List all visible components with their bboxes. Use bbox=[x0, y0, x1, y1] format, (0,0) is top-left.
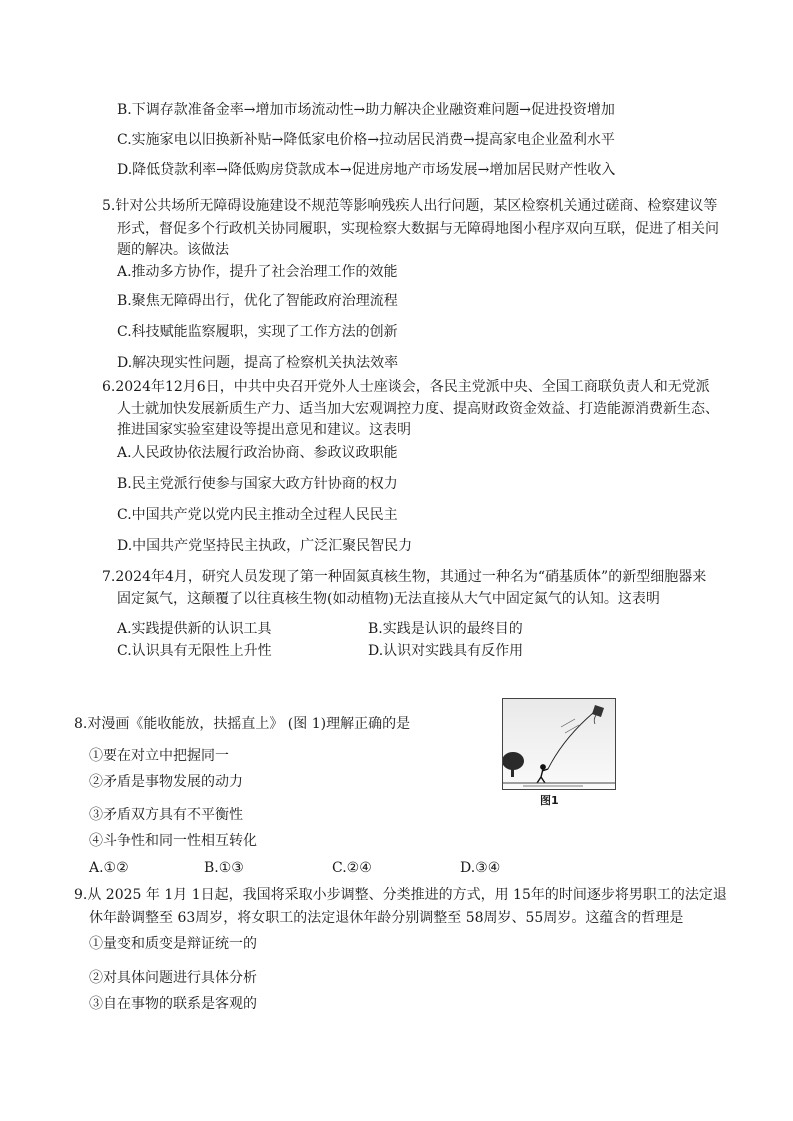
q5-stem-line2: 形式，督促多个行政机关协同履职，实现检察大数据与无障碍地图小程序双向互联，促进了相关问 bbox=[117, 221, 719, 237]
q6-stem-line2: 人士就加快发展新质生产力、适当加大宏观调控力度、提高财政资金效益、打造能源消费新生态、 bbox=[117, 401, 719, 417]
q5-option-a: A.推动多方协作，提升了社会治理工作的效能 bbox=[117, 264, 398, 280]
figure-caption: 图1 bbox=[540, 794, 559, 807]
q4-option-b: B.下调存款准备金率→增加市场流动性→助力解决企业融资难问题→促进投资增加 bbox=[117, 102, 615, 118]
q5-stem-line1: 5.针对公共场所无障碍设施建设不规范等影响残疾人出行问题，某区检察机关通过磋商、检察建议等 bbox=[102, 198, 718, 214]
q7-stem-line2: 固定氮气，这颠覆了以往真核生物(如动植物)无法直接从大气中固定氮气的认知。这表明 bbox=[117, 591, 660, 607]
q9-item-2: ②对具体问题进行具体分析 bbox=[89, 970, 257, 986]
q8-option-a: A.①② bbox=[89, 860, 129, 876]
q6-option-b: B.民主党派行使参与国家大政方针协商的权力 bbox=[117, 476, 398, 492]
q6-option-d: D.中国共产党坚持民主执政，广泛汇聚民智民力 bbox=[117, 538, 413, 554]
q7-stem-line1: 7.2024年4月，研究人员发现了第一种固氮真核生物，其通过一种名为“硝基质体”的新型细胞器来 bbox=[102, 569, 707, 585]
q6-stem-line3: 推进国家实验室建设等提出意见和建议。这表明 bbox=[117, 422, 411, 438]
q7-option-c: C.认识具有无限性上升性 bbox=[117, 643, 272, 659]
q8-option-b: B.①③ bbox=[204, 860, 244, 876]
q4-option-d: D.降低贷款利率→降低购房贷款成本→促进房地产市场发展→增加居民财产性收入 bbox=[117, 162, 616, 178]
q8-option-c: C.②④ bbox=[332, 860, 372, 876]
kite-cartoon-illustration bbox=[502, 698, 616, 790]
q5-option-c: C.科技赋能监察履职，实现了工作方法的创新 bbox=[117, 324, 398, 340]
q7-option-d: D.认识对实践具有反作用 bbox=[368, 643, 524, 659]
q7-option-a: A.实践提供新的认识工具 bbox=[117, 621, 272, 637]
q9-stem-line1: 9.从 2025 年 1月 1日起，我国将采取小步调整、分类推进的方式，用 15年的时间逐步将男职工的法定退 bbox=[74, 887, 727, 903]
q8-item-4: ④斗争性和同一性相互转化 bbox=[89, 833, 257, 849]
q9-stem-line2: 休年龄调整至 63周岁，将女职工的法定退休年龄分别调整至 58周岁、55周岁。这蕴含的哲理是 bbox=[89, 910, 684, 926]
q6-stem-line1: 6.2024年12月6日，中共中央召开党外人士座谈会，各民主党派中央、全国工商联负责人和无党派 bbox=[102, 379, 710, 395]
q5-option-d: D.解决现实性问题，提高了检察机关执法效率 bbox=[117, 355, 399, 371]
q8-item-1: ①要在对立中把握同一 bbox=[89, 748, 229, 764]
q5-option-b: B.聚焦无障碍出行，优化了智能政府治理流程 bbox=[117, 293, 398, 309]
q8-stem: 8.对漫画《能收能放，扶摇直上》 (图 1)理解正确的是 bbox=[74, 716, 411, 732]
q9-item-3: ③自在事物的联系是客观的 bbox=[89, 996, 257, 1012]
q8-item-3: ③矛盾双方具有不平衡性 bbox=[89, 807, 243, 823]
q5-stem-line3: 题的解决。该做法 bbox=[117, 242, 229, 258]
q7-option-b: B.实践是认识的最终目的 bbox=[368, 621, 523, 637]
q4-option-c: C.实施家电以旧换新补贴→降低家电价格→拉动居民消费→提高家电企业盈利水平 bbox=[117, 132, 615, 148]
q6-option-a: A.人民政协依法履行政治协商、参政议政职能 bbox=[117, 445, 398, 461]
q9-item-1: ①量变和质变是辩证统一的 bbox=[89, 936, 257, 952]
q8-item-2: ②矛盾是事物发展的动力 bbox=[89, 774, 243, 790]
q8-option-d: D.③④ bbox=[460, 860, 501, 876]
q6-option-c: C.中国共产党以党内民主推动全过程人民民主 bbox=[117, 507, 398, 523]
kite-cartoon-drawing bbox=[503, 699, 615, 789]
